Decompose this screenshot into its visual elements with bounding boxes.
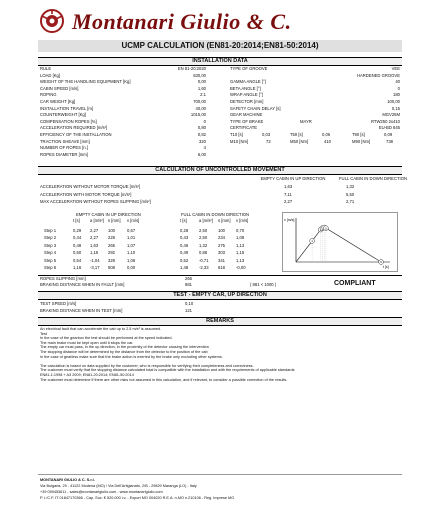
remark-line: Test: [40, 331, 47, 336]
down-step-value: 0,86: [199, 250, 208, 256]
down-step-value: 1,13: [236, 242, 245, 248]
m50-label: M50 [Nm]: [290, 138, 309, 144]
installation-value: 40,00: [195, 105, 206, 111]
footer-line: P. I./C.F. IT 01847170366 - Cap. Soc. € 520.000 i.v. - Export MO 004020 R.E.A. n.MO n.210106 - Reg. Imprese MO: [40, 496, 235, 500]
up-step-value: 100: [108, 228, 115, 233]
remarks-header: REMARKS: [38, 317, 402, 326]
remark-line: In the case of the gearbox the test should be performed at the speed indicated.: [40, 336, 173, 341]
up-step-value: 1,07: [127, 242, 136, 248]
remark-line: The empty car must pass, in the up direction, in the proximity of the detector causing the intervention: [40, 345, 209, 350]
up-step-value: 2,27: [90, 235, 99, 241]
step-label: Step 4: [44, 250, 57, 256]
acceleration-value-up: 2,27: [284, 199, 293, 204]
y-axis-label: v [m/s]: [284, 218, 295, 222]
remark-line: EN81-1:1998 + A3 2009; EN81-20:2014; EN81-50:2014: [40, 372, 134, 377]
installation-label: ACCELERATION REQUIRED [m/s²]: [40, 125, 108, 131]
remarks-text: [40, 327, 400, 382]
down-step-value: 1,13: [236, 257, 245, 263]
logo-wordmark: Montanari Giulio & C.: [72, 9, 292, 34]
up-step-value: -3,17: [90, 265, 100, 270]
ropes-slipping-value: 266: [185, 276, 192, 281]
logo-mark-icon: [38, 8, 66, 34]
down-step-value: 1,48: [180, 265, 189, 270]
m90-label: M90 [Nm]: [352, 138, 371, 144]
t90-value: 0,09: [384, 132, 393, 137]
x-axis-label: t [s]: [383, 265, 389, 269]
test-speed-value: 0,10: [185, 301, 194, 306]
up-step-value: 328: [108, 257, 115, 263]
down-step-value: 0,43: [180, 235, 189, 241]
down-step-value: -0,00: [236, 265, 246, 270]
footer-divider: [38, 474, 402, 475]
remark-line: An electrical fault that can accelerate the cab up to 2.5 m/s² is assumed.: [40, 327, 162, 331]
footer-line: MONTANARI GIULIO & C. S.r.l.: [40, 478, 95, 482]
down-step-value: 1,15: [236, 250, 245, 256]
remark-line: The stopping distance will be determined by the distance from the detector to the position of the cab: [40, 349, 208, 354]
installation-value: 6,00: [197, 151, 206, 157]
down-column-header: s [mm]: [218, 218, 231, 223]
down-step-value: -0,71: [199, 257, 209, 263]
down-step-value: 0,28: [180, 228, 189, 233]
acceleration-value-down: 2,71: [346, 199, 355, 204]
remark-line: In the case of gearless make sure that the brake action is exerted by the brake only excluding other systems.: [40, 354, 223, 359]
installation-value: 4: [203, 145, 206, 151]
installation-label: SAFETY CHAIN DELAY [s]: [230, 105, 281, 111]
uncontrolled-header: CALCULATION OF UNCONTROLLED MOVEMENT: [38, 166, 402, 175]
down-step-value: 0,52: [180, 257, 189, 263]
up-step-value: 1,01: [127, 235, 136, 241]
installation-label: CAR WEIGHT [Kg]: [40, 99, 76, 104]
installation-value: 2:1: [200, 92, 206, 98]
installation-label: ROPES DIAMETER [mm]: [40, 151, 88, 157]
installation-label: NUMBER OF ROPES [n.]: [40, 145, 88, 151]
down-step-value: 234: [218, 235, 225, 241]
installation-header: INSTALLATION DATA: [38, 57, 402, 66]
installation-value: 0: [203, 118, 206, 124]
remark-line: The main brake must be kept open until it stops the car.: [40, 340, 134, 345]
installation-label: GEAR MACHINE: [230, 112, 263, 118]
m10-label: M10 [Nm]: [230, 138, 249, 144]
remark-line: The customer must determine if there are other risks not assumed in this calculation, and if relevant, to consider a possible correction of the results.: [40, 377, 288, 382]
acceleration-label: MAX ACCELERATION WITHOUT ROPES SLIPPING [m/s²]: [40, 199, 151, 204]
braking-range: ( 881 < 1000 ): [250, 282, 277, 287]
installation-label: CERTIFICATE: [230, 125, 258, 131]
installation-value: HARDENED GROOVE: [356, 72, 400, 78]
up-step-value: 0,54: [73, 257, 82, 263]
up-column-header: a [m/s²]: [90, 218, 104, 223]
installation-value: 0,15: [391, 105, 400, 111]
col-empty-up: EMPTY CABIN IN UP DIRECTION: [260, 176, 326, 181]
up-step-value: 228: [108, 235, 115, 241]
footer-line: Via Bulgaria, 29 - 41122 Modena (MO) / Via Dell'Artigianato, 2/B - 29829 Maranga (LO) - Italy: [40, 484, 197, 488]
up-step-value: 1,06: [127, 257, 136, 263]
test-header: TEST - EMPTY CAR, UP DIRECTION: [38, 291, 402, 300]
installation-value: EN 81-20:2020: [177, 66, 206, 71]
step-marker-label: 1: [311, 239, 313, 244]
installation-label: TYPE OF BRAKE: [230, 118, 264, 124]
down-step-value: 0,49: [180, 250, 189, 256]
installation-label: RULE: [40, 66, 52, 71]
up-step-value: 2,27: [90, 228, 99, 233]
up-step-value: 265: [108, 242, 115, 248]
down-table-title: FULL CABIN IN DOWN DIRECTION: [181, 212, 250, 217]
step-label: Step 6: [44, 265, 57, 270]
installation-label: INSTALLATION TRAVEL [m]: [40, 105, 94, 111]
acceleration-value-down: 5,50: [346, 191, 355, 197]
down-step-value: 341: [218, 257, 225, 263]
installation-value: 180: [393, 92, 400, 98]
brake-maker: MAYR: [300, 118, 312, 124]
up-step-value: 0,67: [127, 228, 136, 233]
installation-value: 0,82: [197, 132, 206, 137]
up-column-header: v [m/s]: [127, 218, 140, 223]
down-step-value: 0,70: [236, 228, 245, 233]
installation-label: EFFICIENCY OF THE INSTALLATION: [40, 132, 112, 137]
up-step-value: 1,16: [73, 265, 82, 270]
up-step-value: 292: [108, 250, 115, 256]
test-speed-label: TEST SPEED [m/s]: [40, 301, 77, 306]
installation-value: 0,00: [197, 79, 206, 85]
up-column-header: t [s]: [73, 218, 80, 223]
installation-value: 700,00: [193, 99, 206, 104]
remark-line: The calculation is based on data supplied by the customer, who is responsible for verifying their completeness and correctness.: [40, 363, 254, 368]
up-step-value: 1,10: [127, 250, 136, 256]
compliance-result: COMPLIANT: [334, 280, 376, 287]
test-distance-label: BRAKING DISTANCE WHEN IN TEST [mm]: [40, 308, 123, 313]
col-full-down: FULL CABIN IN DOWN DIRECTION: [338, 176, 407, 181]
t10-value: 0,03: [262, 132, 271, 137]
step-marker-label: 5: [325, 226, 327, 231]
t50-label: T50 [s]: [290, 132, 303, 137]
installation-value: MGV25M: [382, 112, 400, 118]
acceleration-value-up: 1,63: [284, 184, 293, 189]
up-step-value: -1,04: [90, 257, 100, 263]
speed-time-chart: [282, 212, 398, 272]
down-column-header: a [m/s²]: [199, 218, 213, 223]
step-label: Step 5: [44, 257, 57, 263]
up-step-value: 0,48: [73, 242, 82, 248]
footer-line: +39 059453611 - sales@montanarigiulio.com - www.montanarigiulio.com: [40, 490, 163, 494]
installation-label: GAMMA ANGLE [°]: [230, 79, 266, 85]
step-label: Step 1: [44, 228, 57, 233]
down-step-value: 275: [218, 242, 225, 248]
step-label: Step 3: [44, 242, 57, 248]
braking-distance-label: BRAKING DISTANCE WHEN IN FAULT [mm]: [40, 282, 125, 287]
up-column-header: s [mm]: [108, 218, 121, 223]
down-column-header: t [s]: [180, 218, 187, 223]
installation-value: 0,80: [197, 125, 206, 131]
remark-line: The customer must verify that the stopping distance calculated total is compatible with the installation and with the requirements of applicable standards: [40, 368, 295, 373]
t50-value: 0,06: [322, 132, 331, 137]
down-step-value: 0,46: [180, 242, 189, 248]
down-step-value: 2,50: [199, 235, 208, 241]
installation-label: ROPING: [40, 92, 57, 98]
installation-label: COUNTERWEIGHT [Kg]: [40, 112, 86, 118]
installation-value: 1015,00: [190, 112, 206, 118]
down-column-header: v [m/s]: [236, 218, 249, 223]
installation-label: CABIN SPEED [m/s]: [40, 85, 79, 91]
step-marker-label: 6: [380, 260, 382, 265]
down-step-value: 1,32: [199, 242, 208, 248]
up-step-value: 508: [108, 265, 115, 270]
t10-label: T10 [s]: [230, 132, 243, 137]
installation-value: 0: [397, 85, 400, 91]
up-table-title: EMPTY CABIN IN UP DIRECTION: [76, 212, 141, 217]
up-step-value: 0,00: [127, 265, 136, 270]
installation-label: LOAD [Kg]: [40, 72, 61, 78]
up-step-value: 1,63: [90, 242, 99, 248]
acceleration-label: ACCELERATION WITH MOTOR TORQUE [m/s²]: [40, 191, 132, 197]
installation-value: 630,00: [193, 72, 206, 78]
up-step-value: 0,29: [73, 228, 82, 233]
down-step-value: 1,08: [236, 235, 245, 241]
down-step-value: -2,33: [199, 265, 209, 270]
down-step-value: 100: [218, 228, 225, 233]
installation-label: COMPENSATION ROPES [%]: [40, 118, 97, 124]
down-step-value: 303: [218, 250, 225, 256]
test-distance-value: 121: [185, 308, 192, 313]
step-label: Step 2: [44, 235, 57, 241]
up-step-value: 1,16: [90, 250, 99, 256]
up-step-value: 0,44: [73, 235, 82, 241]
acceleration-value-down: 1,32: [346, 184, 355, 189]
installation-value: VEE: [391, 66, 400, 71]
down-step-value: 618: [218, 265, 225, 270]
installation-label: TRACTION SHEAVE [mm]: [40, 138, 90, 144]
installation-value: 320: [199, 138, 206, 144]
installation-value: 1,60: [197, 85, 206, 91]
acceleration-value-up: 7,11: [284, 191, 292, 197]
t90-label: T90 [s]: [352, 132, 365, 137]
m90-value: 738: [386, 138, 393, 144]
installation-label: WEIGHT OF THE HANDLING EQUIPMENT [Kg]: [40, 79, 131, 85]
up-step-value: 0,50: [73, 250, 82, 256]
installation-label: DETECTOR [mm]: [230, 99, 264, 104]
divider: [38, 275, 402, 276]
installation-label: BETA ANGLE [°]: [230, 85, 261, 91]
braking-distance-value: 881: [185, 282, 192, 287]
company-logo: [38, 8, 292, 34]
installation-value: EU-BD 845: [378, 125, 400, 131]
m50-value: 410: [324, 138, 331, 144]
installation-value: 100,00: [387, 99, 400, 104]
m10-value: 72: [266, 138, 271, 144]
page-title: UCMP CALCULATION (EN81-20:2014;EN81-50:2014): [38, 40, 402, 52]
ropes-slipping-label: ROPES SLIPPING [mm]: [40, 276, 86, 281]
acceleration-label: ACCELERATION WITHOUT MOTOR TORQUE [m/s²]: [40, 184, 141, 189]
installation-value: RTW250 2x410: [370, 118, 400, 124]
installation-label: WRAP ANGLE [°]: [230, 92, 263, 98]
installation-value: 40: [395, 79, 400, 85]
down-step-value: 2,50: [199, 228, 208, 233]
installation-label: TYPE OF GROOVE: [230, 66, 268, 71]
